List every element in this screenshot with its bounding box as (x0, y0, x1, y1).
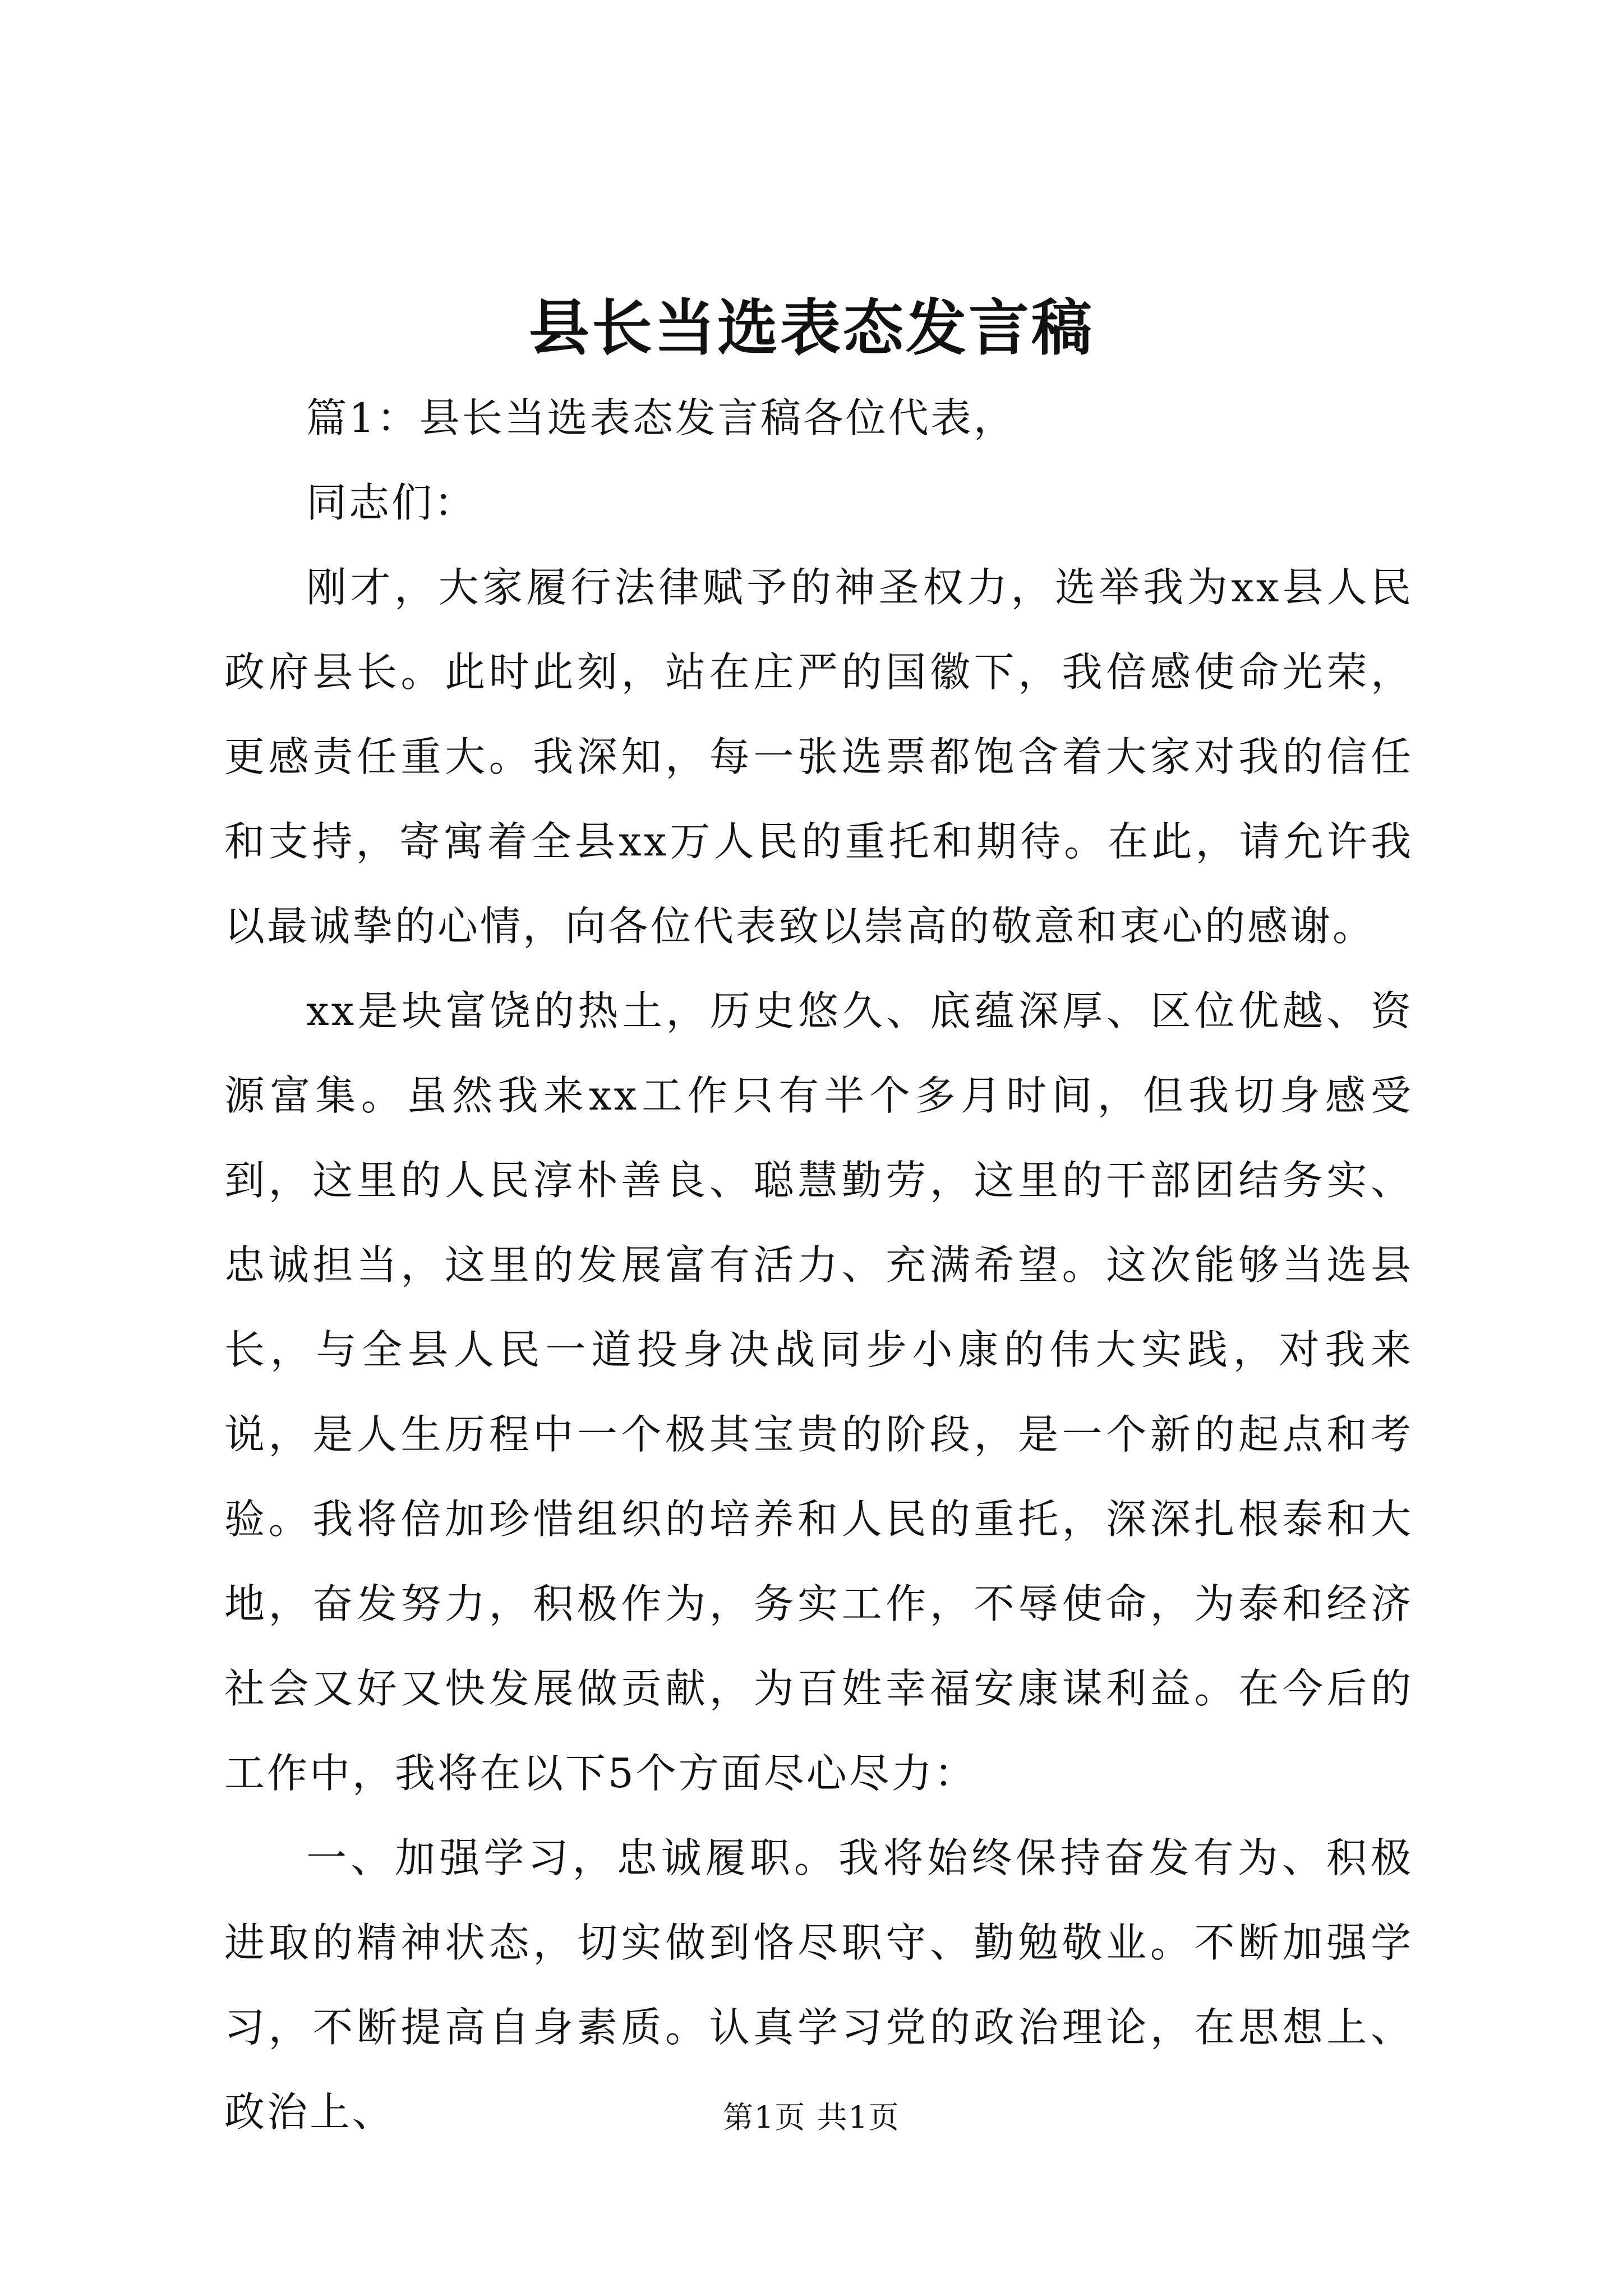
paragraph-salutation: 同志们： (306, 479, 477, 526)
paragraph: 刚才，大家履行法律赋予的神圣权力，选举我为xx县人民政府县长。此时此刻，站在庄严的国徽下，我倍感使命光荣，更感责任重大。我深知，每一张选票都饱含着大家对我的信任和支持，寄寓着全县xx万人民的重托和期待。在此，请允许我以最诚挚的心情，向各位代表致以崇高的敬意和衷心的感谢。 (224, 564, 1413, 950)
paragraph-heading: 篇1：县长当选表态发言稿各位代表， (306, 394, 1016, 441)
paragraph: xx是块富饶的热土，历史悠久、底蕴深厚、区位优越、资源富集。虽然我来xx工作只有半个多月时间，但我切身感受到，这里的人民淳朴善良、聪慧勤劳，这里的干部团结务实、忠诚担当，这里的发展富有活力、充满希望。这次能够当选县长，与全县人民一道投身决战同步小康的伟大实践，对我来说，是人生历程中一个极其宝贵的阶段，是一个新的起点和考验。我将倍加珍惜组织的培养和人民的重托，深深扎根泰和大地，奋发努力，积极作为，务实工作，不辱使命，为泰和经济社会又好又快发展做贡献，为百姓幸福安康谋利益。在今后的工作中，我将在以下5个方面尽心尽力： (224, 987, 1413, 1797)
paragraph: 一、加强学习，忠诚履职。我将始终保持奋发有为、积极进取的精神状态，切实做到恪尽职守、勤勉敬业。不断加强学习，不断提高自身素质。认真学习党的政治理论，在思想上、政治上、 (224, 1834, 1413, 2136)
document-body (224, 376, 1413, 2155)
page-footer: 第1页 共1页 (723, 2100, 900, 2135)
document-title: 县长当选表态发言稿 (528, 293, 1094, 364)
